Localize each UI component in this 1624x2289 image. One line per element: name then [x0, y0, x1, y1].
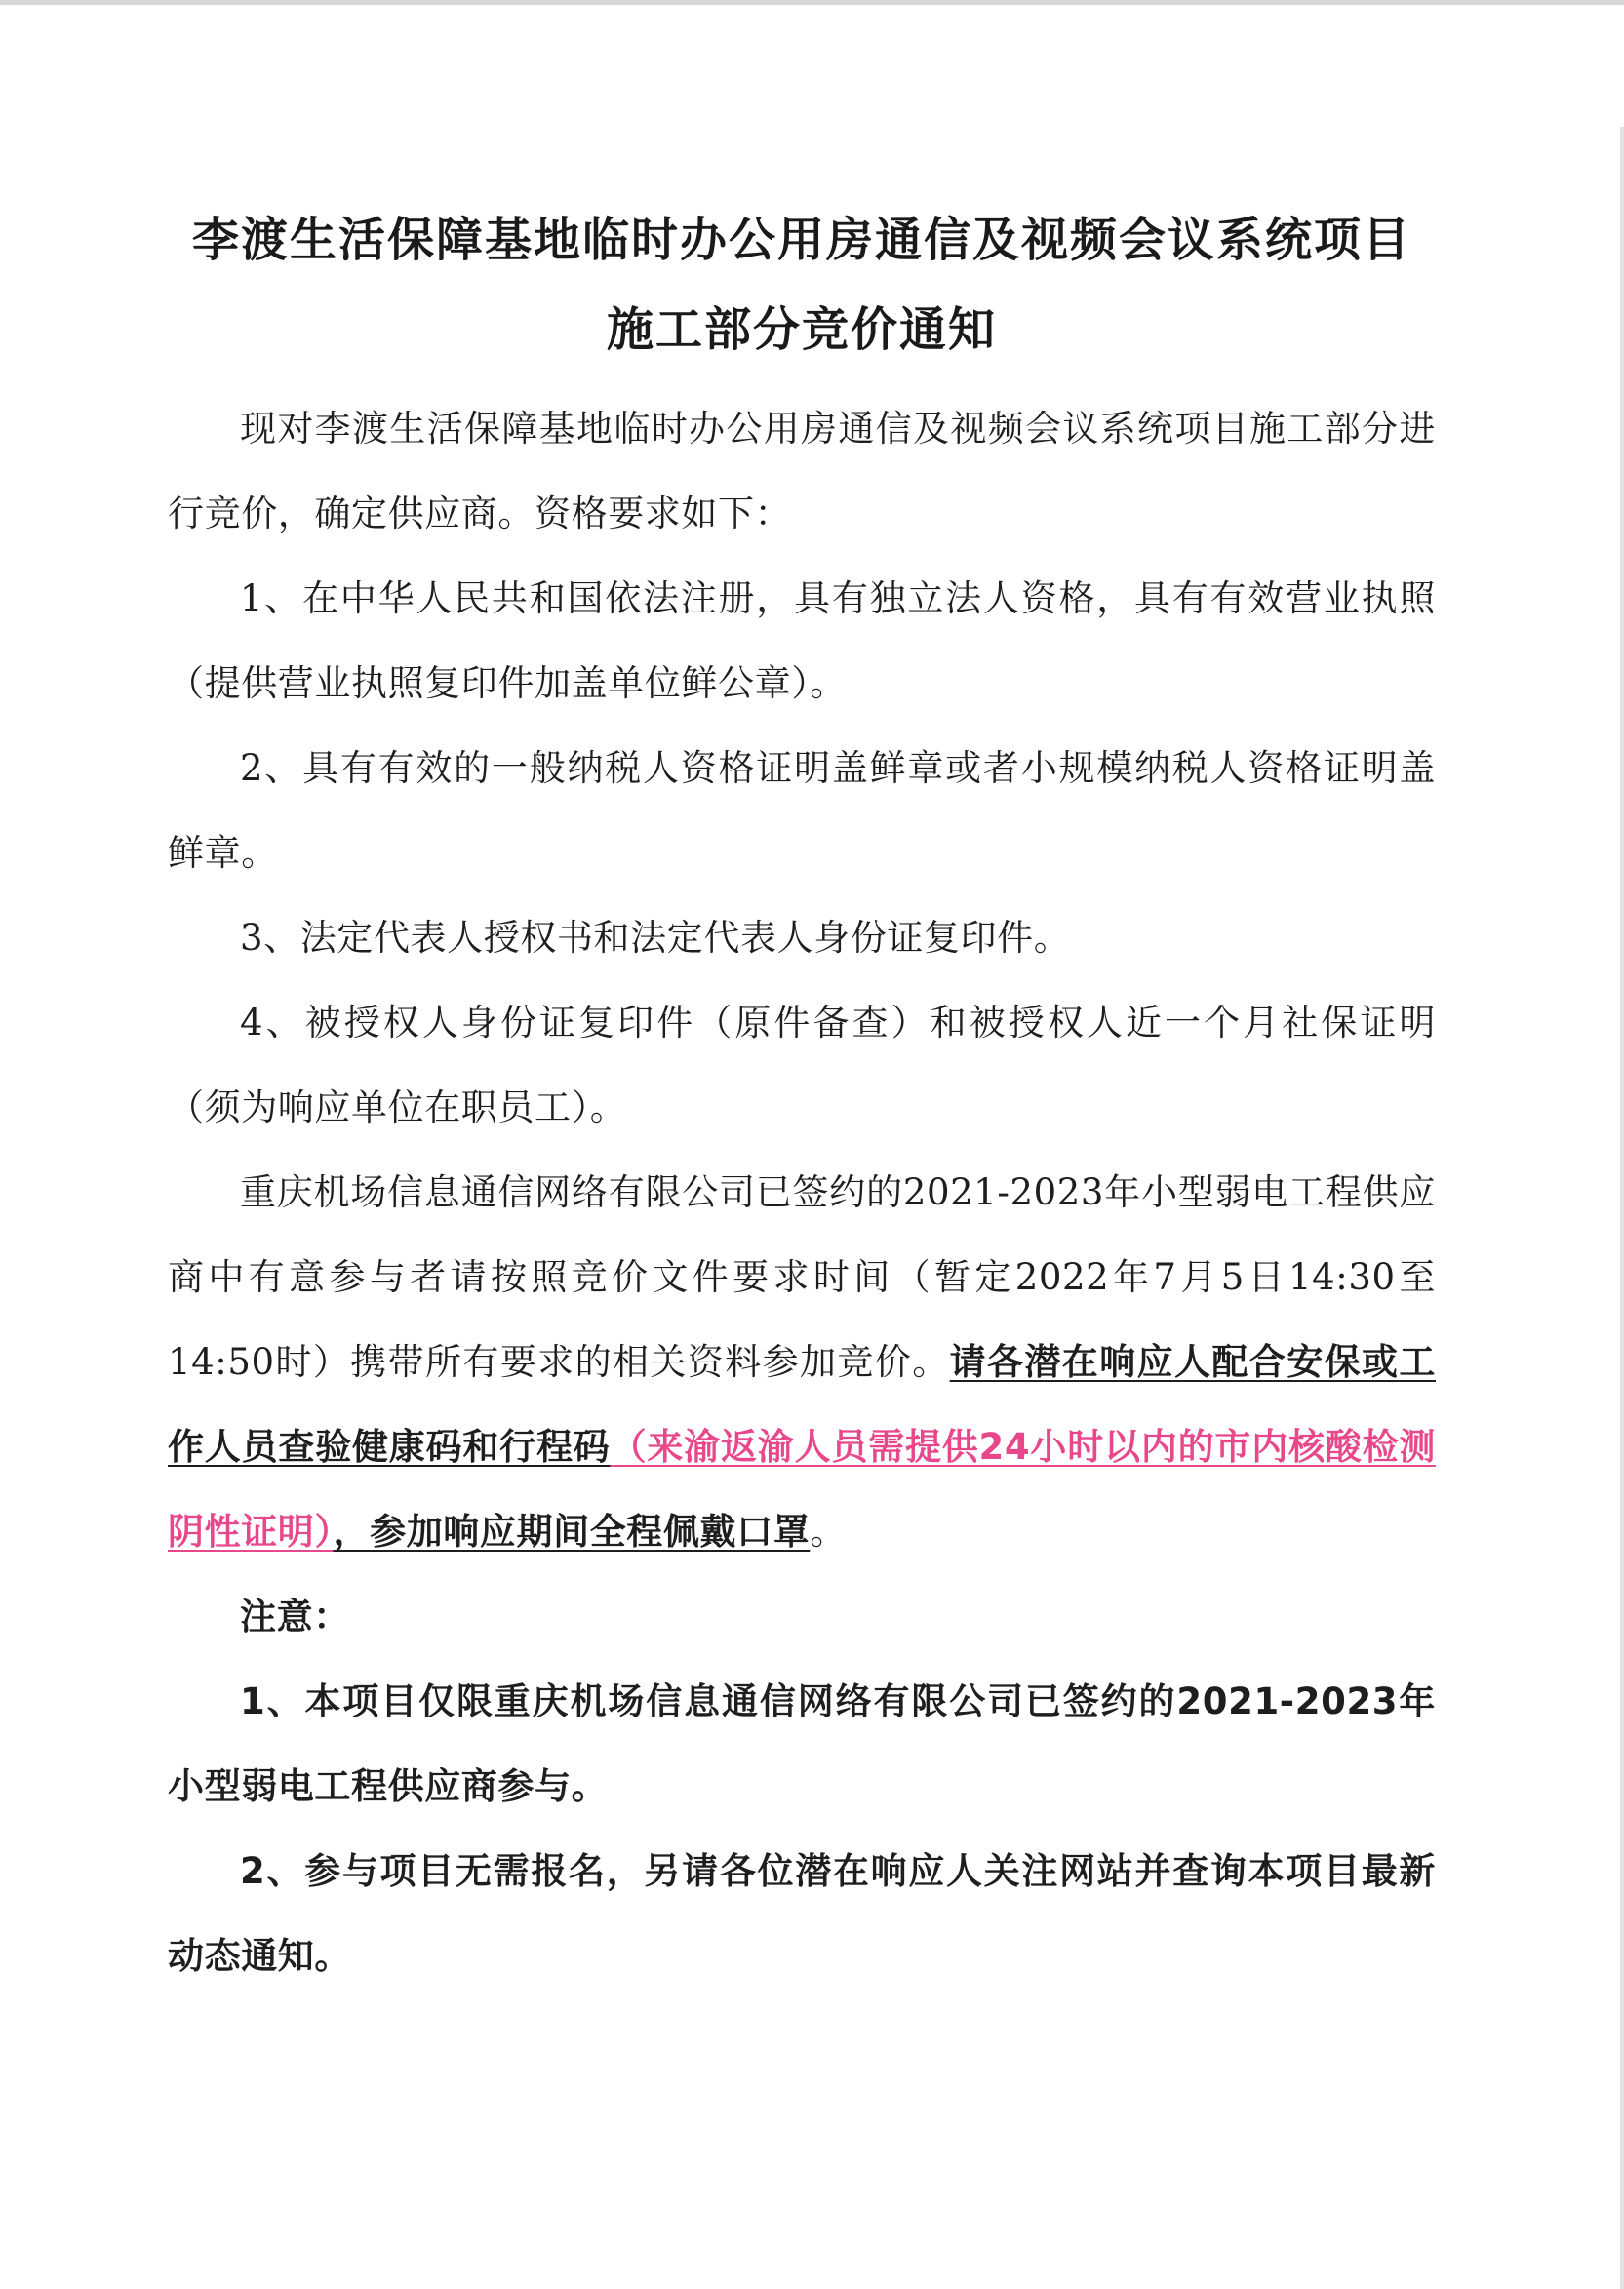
document-content [168, 195, 1436, 1998]
intro-paragraph: 现对李渡生活保障基地临时办公用房通信及视频会议系统项目施工部分进行竞价，确定供应商。资格要求如下： [168, 408, 1436, 534]
requirement-1: 1、在中华人民共和国依法注册，具有独立法人资格，具有有效营业执照（提供营业执照复印件加盖单位鲜公章）。 [168, 577, 1436, 704]
requirement-3: 3、法定代表人授权书和法定代表人身份证复印件。 [240, 917, 1071, 959]
notice-plain-text: 重庆机场信息通信网络有限公司已签约的2021-2023年小型弱电工程供应商中有意参与者请按照竞价文件要求时间（暂定2022年7月5日14:30至14:50时）携带所有要求的相关资料参加竞价。 [168, 1171, 1436, 1383]
scan-top-edge [0, 0, 1624, 5]
notice-paragraph [168, 1150, 1436, 1574]
scan-right-edge [1620, 127, 1624, 2289]
notice-bold-text-2: ，参加响应期间全程佩戴口罩 [333, 1511, 811, 1553]
notice-bold-text-1: 请各潜在响应人配合安保或工作人员查验健康码和行程码 [168, 1341, 1436, 1468]
notice-pink-text: （来渝返渝人员需提供24小时以内的市内核酸检测阴性证明） [168, 1426, 1437, 1553]
document-body [168, 386, 1436, 1998]
requirement-2: 2、具有有效的一般纳税人资格证明盖鲜章或者小规模纳税人资格证明盖鲜章。 [168, 747, 1436, 874]
requirement-4: 4、被授权人身份证复印件（原件备查）和被授权人近一个月社保证明（须为响应单位在职员工）。 [168, 1002, 1436, 1128]
note-1: 1、本项目仅限重庆机场信息通信网络有限公司已签约的2021-2023年小型弱电工程供应商参与。 [168, 1680, 1436, 1807]
document-title [168, 195, 1436, 375]
title-line-1: 李渡生活保障基地临时办公用房通信及视频会议系统项目 [191, 213, 1411, 267]
note-2: 2、参与项目无需报名，另请各位潜在响应人关注网站并查询本项目最新动态通知。 [168, 1850, 1436, 1977]
notes-heading: 注意： [240, 1596, 350, 1638]
notice-end-text: 。 [810, 1511, 847, 1553]
title-line-2: 施工部分竞价通知 [606, 302, 997, 357]
